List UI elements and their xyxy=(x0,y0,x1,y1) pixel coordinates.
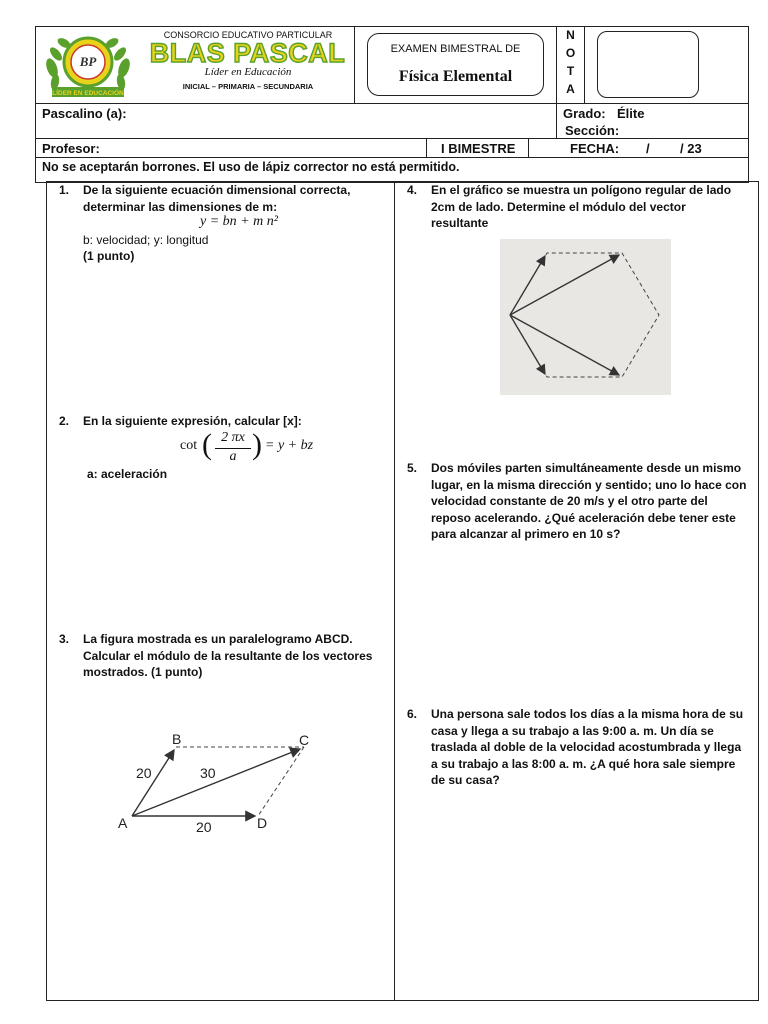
nota-t: T xyxy=(566,64,575,78)
q2-formula-denom: a xyxy=(229,449,237,464)
question-4 xyxy=(407,182,742,232)
q2-formula-numer: 2 πx xyxy=(221,430,245,445)
label-c: C xyxy=(299,732,310,748)
q4-number: 4. xyxy=(407,183,418,197)
school-motto: Líder en Educación xyxy=(204,66,292,78)
question-6 xyxy=(407,706,747,789)
q3-number: 3. xyxy=(59,632,70,646)
q2-formula-fn: cot xyxy=(180,438,198,453)
nota-o: O xyxy=(565,46,576,60)
school-name: BLAS PASCAL xyxy=(149,38,346,68)
question-3 xyxy=(59,631,379,681)
q2-formula-rest: = y + bz xyxy=(265,438,314,453)
label-len-ad: 20 xyxy=(196,819,212,835)
vector-ac xyxy=(132,749,300,816)
warning-text: No se aceptarán borrones. El uso de lápiz corrector no está permitido. xyxy=(42,160,460,174)
q3-parallelogram-figure xyxy=(110,728,330,840)
nota-n: N xyxy=(566,28,575,42)
q2-formula: cot ( 2 πx a ) = y + bz xyxy=(180,428,314,464)
student-label: Pascalino (a): xyxy=(42,106,127,121)
q5-text: Dos móviles parten simultáneamente desde un mismo lugar, en la misma dirección y sentido; uno lo hace con velocidad constante de 20 m/s y el otro parte del reposo acelerando. ¿Qué aceleración debe tener este para alcanzar al primero en 10 s? xyxy=(431,461,747,541)
label-d: D xyxy=(257,815,268,831)
school-logo xyxy=(42,30,134,100)
date-label: FECHA: xyxy=(570,141,620,156)
exam-subject: Física Elemental xyxy=(398,68,513,85)
q4-hexagon-figure xyxy=(500,239,671,395)
q3-points: (1 punto) xyxy=(151,665,203,679)
period-label: I BIMESTRE xyxy=(441,141,516,156)
school-levels: INICIAL – PRIMARIA – SECUNDARIA xyxy=(182,82,314,91)
q1-text: De la siguiente ecuación dimensional correcta, determinar las dimensiones de m: xyxy=(83,183,351,214)
school-org: CONSORCIO EDUCATIVO PARTICULAR xyxy=(163,30,333,40)
question-2 xyxy=(59,413,379,430)
q2-vars: a: aceleración xyxy=(87,467,168,481)
question-5 xyxy=(407,460,747,543)
q6-text: Una persona sale todos los días a la misma hora de su casa y llega a su trabajo a las 9:00 a. m. Un día se traslada al doble de la velocidad acostumbrada y llega a su trabajo a las 8:00 a. m. ¿A qué hora sale siempre de su casa? xyxy=(431,707,744,787)
grade-label: Grado: xyxy=(563,106,606,121)
exam-type: EXAMEN BIMESTRAL DE xyxy=(390,43,521,55)
q1-vars: b: velocidad; y: longitud xyxy=(83,233,209,247)
q3-text: La figura mostrada es un paralelogramo ABCD. Calcular el módulo de la resultante de los vectores mostrados. xyxy=(83,632,373,679)
logo-letters: BP xyxy=(79,54,97,69)
grade-value: Élite xyxy=(617,106,645,121)
date-slash: / xyxy=(646,141,650,156)
date-year: / 23 xyxy=(680,141,702,156)
label-len-ac: 30 xyxy=(200,765,216,781)
label-a: A xyxy=(118,815,128,831)
vector-ab xyxy=(132,750,174,816)
grade-box[interactable] xyxy=(597,31,699,98)
q1-formula: y = bn + m n² xyxy=(200,214,278,229)
nota-a: A xyxy=(566,82,575,96)
logo-banner: LÍDER EN EDUCACIÓN xyxy=(52,90,124,97)
q2-number: 2. xyxy=(59,414,70,428)
section-label: Sección: xyxy=(565,123,620,138)
q2-text: En la siguiente expresión, calcular [x]: xyxy=(83,414,302,428)
q1-number: 1. xyxy=(59,183,70,197)
label-b: B xyxy=(172,731,182,747)
teacher-label: Profesor: xyxy=(42,141,100,156)
q1-points: (1 punto) xyxy=(83,249,135,263)
q4-text: En el gráfico se muestra un polígono regular de lado 2cm de lado. Determine el módulo del vector resultante xyxy=(431,183,732,230)
label-len-ab: 20 xyxy=(136,765,152,781)
q5-number: 5. xyxy=(407,461,418,475)
q6-number: 6. xyxy=(407,707,418,721)
question-1 xyxy=(59,182,379,215)
